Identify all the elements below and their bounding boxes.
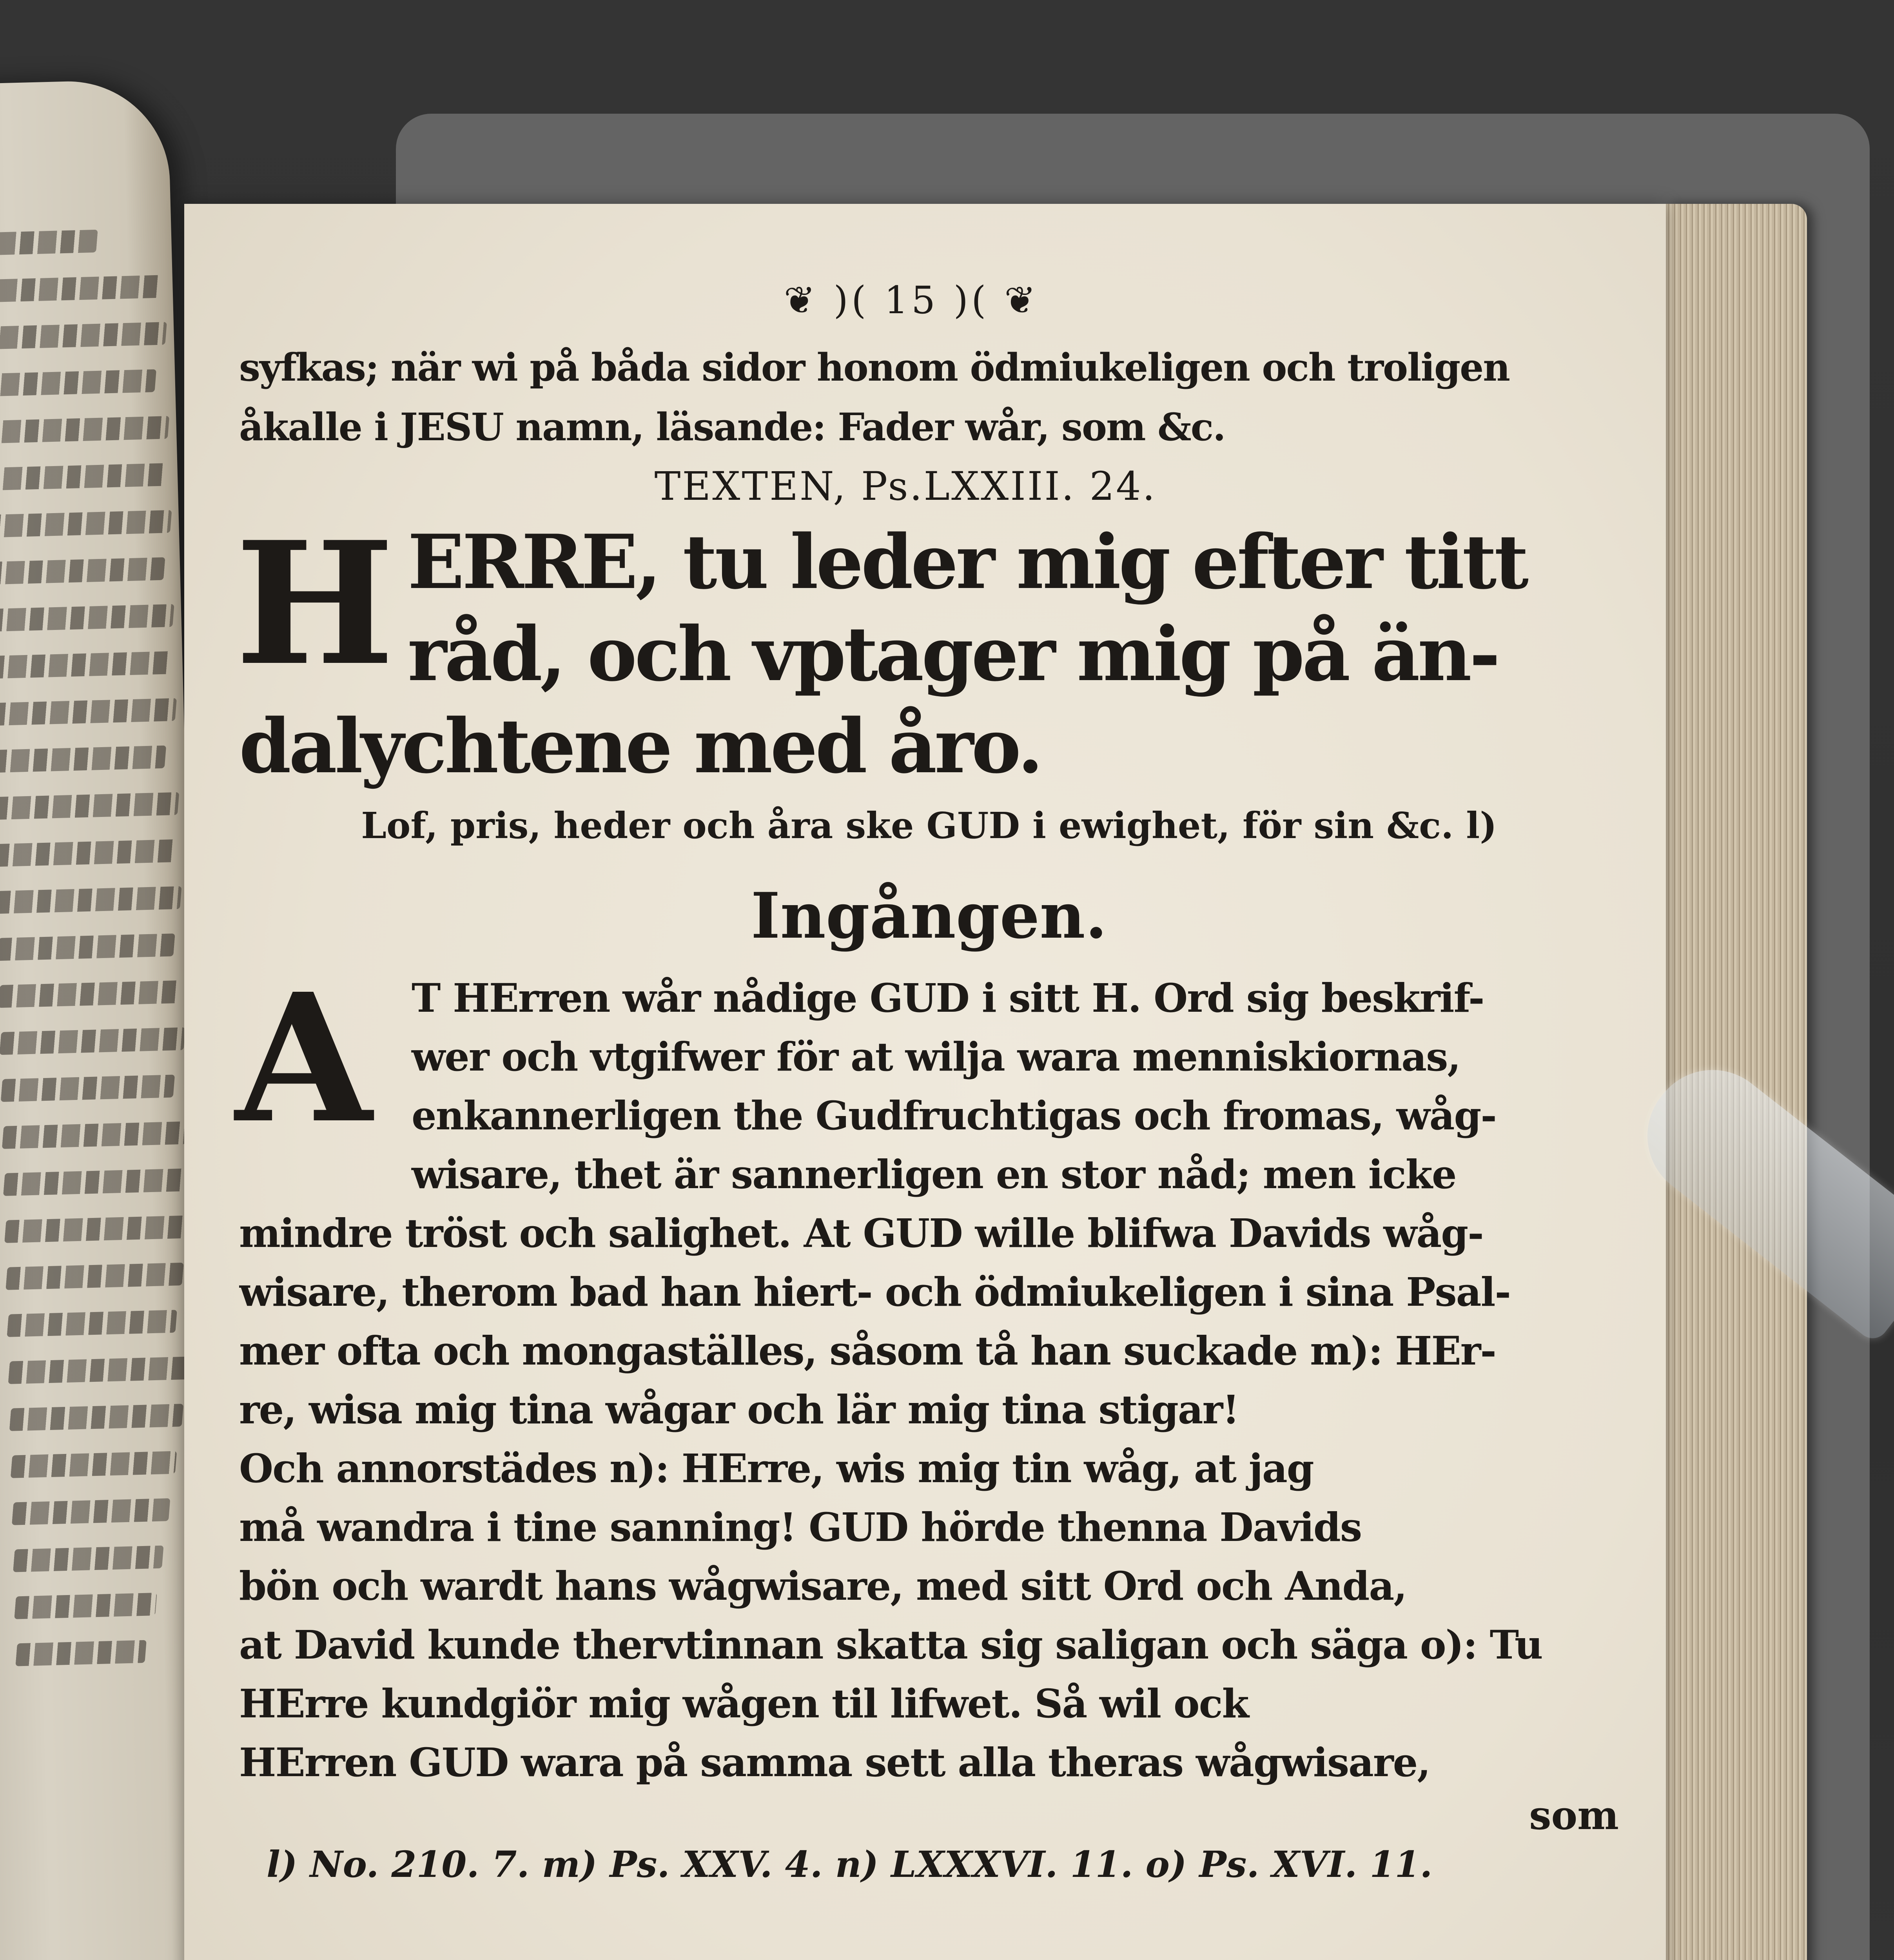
text-line-1: syfkas; när wi på båda sidor honom ödmiukeligen och troligen xyxy=(239,345,1509,390)
lead-verse-block xyxy=(235,505,1619,792)
para-line-6: wisare, therom bad han hiert- och ödmiukeligen i sina Psal- xyxy=(239,1269,1510,1315)
para-line-1: T HErren wår nådige GUD i sitt H. Ord sig beskrif- xyxy=(412,975,1484,1021)
doxology-line: Lof, pris, heder och åra ske GUD i ewighet, för sin &c. l) xyxy=(361,804,1497,847)
catchword: som xyxy=(1529,1792,1619,1838)
para-line-11: bön och wardt hans wågwisare, med sitt Ord och Anda, xyxy=(239,1563,1407,1609)
para-line-13: HErre kundgiör mig wågen til lifwet. Så wil ock xyxy=(239,1681,1248,1727)
section-title: Ingången. xyxy=(751,879,1107,953)
para-line-14: HErren GUD wara på samma sett alla theras wågwisare, xyxy=(239,1739,1430,1786)
para-line-8: re, wisa mig tina wågar och lär mig tina stigar! xyxy=(239,1387,1239,1433)
verse-line-1: ERRE, tu leder mig efter titt xyxy=(408,518,1527,606)
verse-line-3: dalychtene med åro. xyxy=(239,702,1041,790)
para-line-5: mindre tröst och salighet. At GUD wille blifwa Davids wåg- xyxy=(239,1210,1483,1256)
text-line-2: åkalle i JESU namn, läsande: Fader wår, som &c. xyxy=(239,405,1225,449)
footnotes: l) No. 210. 7. m) Ps. XXV. 4. n) LXXXVI. 11. o) Ps. XVI. 11. xyxy=(267,1843,1433,1886)
decorated-initial-h: H xyxy=(235,505,395,703)
text-heading: TEXTEN, Ps.LXXIII. 24. xyxy=(654,463,1157,509)
decorated-initial-a: A xyxy=(235,955,372,1162)
book-page xyxy=(184,204,1666,1960)
para-line-2: wer och vtgifwer för at wilja wara menniskiornas, xyxy=(412,1034,1460,1080)
para-line-9: Och annorstädes n): HErre, wis mig tin wåg, at jag xyxy=(239,1445,1313,1492)
para-line-7: mer ofta och mongaställes, såsom tå han suckade m): HEr- xyxy=(239,1328,1496,1374)
running-head: ❦ )( 15 )( ❦ xyxy=(784,278,1039,322)
para-line-10: må wandra i tine sanning! GUD hörde thenna Davids xyxy=(239,1504,1362,1550)
para-line-12: at David kunde thervtinnan skatta sig saligan och säga o): Tu xyxy=(239,1622,1542,1668)
page-text xyxy=(235,278,1619,1890)
para-line-3: enkannerligen the Gudfruchtigas och fromas, wåg- xyxy=(412,1093,1496,1139)
paragraph-block xyxy=(235,955,1619,1792)
verse-line-2: råd, och vptager mig på än- xyxy=(408,610,1498,698)
para-line-4: wisare, thet är sannerligen en stor nåd; men icke xyxy=(412,1151,1456,1198)
